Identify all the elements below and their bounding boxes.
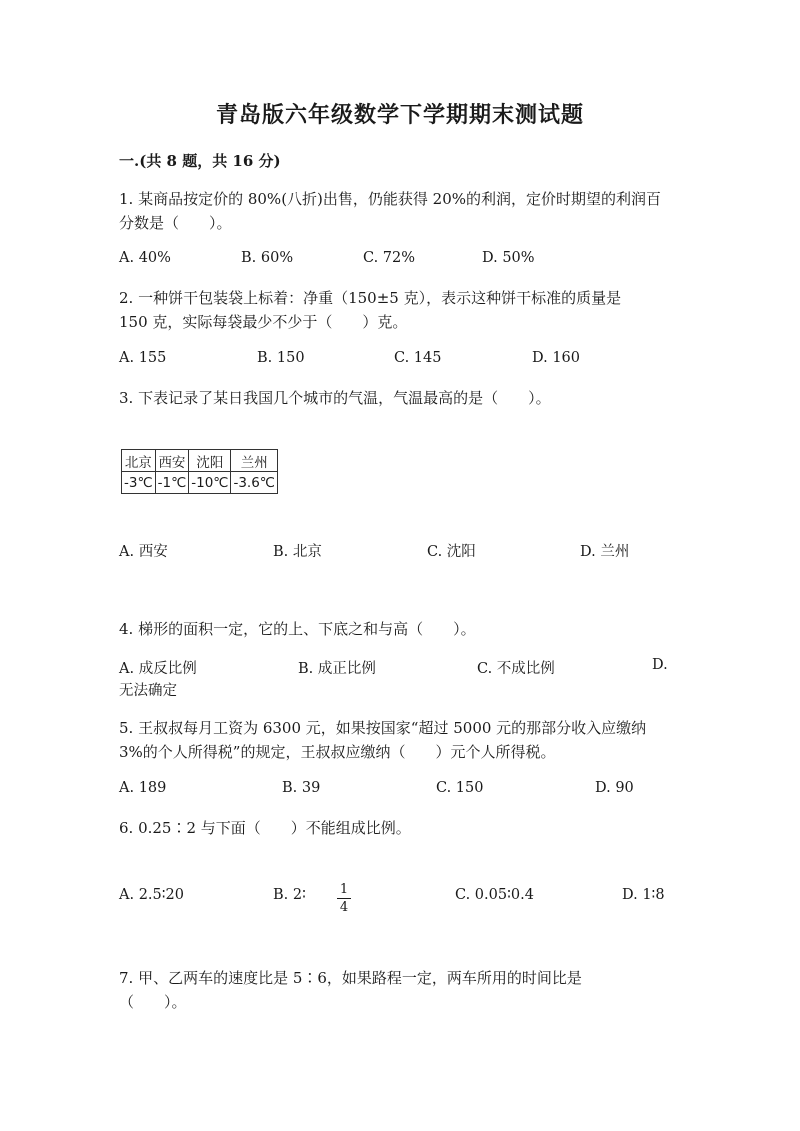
- table-row-temps: [122, 472, 278, 494]
- question-6-option-c[interactable]: C. 0.05∶0.4: [455, 887, 534, 903]
- question-4-option-c[interactable]: C. 不成比例: [477, 661, 555, 677]
- question-7: [119, 966, 679, 1014]
- temperature-table: [121, 449, 278, 494]
- table-cell: -1℃: [155, 472, 189, 494]
- question-3-option-d[interactable]: D. 兰州: [580, 544, 630, 560]
- question-2-option-b[interactable]: B. 150: [257, 350, 305, 366]
- question-2-option-d[interactable]: D. 160: [532, 350, 581, 366]
- question-5-option-a[interactable]: A. 189: [119, 780, 167, 796]
- table-cell: -10℃: [189, 472, 231, 494]
- question-1-option-a[interactable]: A. 40%: [119, 250, 171, 266]
- table-cell: -3.6℃: [231, 472, 278, 494]
- question-1-option-c[interactable]: C. 72%: [363, 250, 416, 266]
- question-6-option-b[interactable]: B. 2∶: [273, 887, 306, 903]
- question-2: [119, 286, 679, 334]
- question-4-option-d[interactable]: D.: [652, 657, 668, 673]
- question-3: [119, 386, 679, 410]
- page-title: 青岛版六年级数学下学期期末测试题: [215, 102, 584, 128]
- question-3-option-b[interactable]: B. 北京: [273, 544, 322, 560]
- question-2-option-c[interactable]: C. 145: [394, 350, 442, 366]
- fraction-numerator: 1: [339, 882, 349, 897]
- question-6: [119, 816, 679, 840]
- question-6-option-a[interactable]: A. 2.5∶20: [119, 887, 184, 903]
- fraction-bar: [337, 898, 351, 899]
- fraction-denominator: 4: [339, 900, 349, 915]
- question-3-option-c[interactable]: C. 沈阳: [427, 544, 476, 560]
- question-2-line-2: 150 克，实际每袋最少不少于（ ）克。: [119, 313, 408, 331]
- table-cell: 兰州: [231, 450, 278, 472]
- question-4-line-1: 4. 梯形的面积一定，它的上、下底之和与高（ ）。: [119, 620, 476, 638]
- question-2-line-1: 2. 一种饼干包装袋上标着：净重（150±5 克），表示这种饼干标准的质量是: [119, 289, 622, 307]
- question-1-line-1: 1. 某商品按定价的 80%(八折)出售，仍能获得 20%的利润，定价时期望的利润百: [119, 190, 662, 208]
- question-5-option-d[interactable]: D. 90: [595, 780, 634, 796]
- question-1-option-b[interactable]: B. 60%: [241, 250, 294, 266]
- table-cell: 北京: [122, 450, 156, 472]
- question-4: [119, 617, 679, 641]
- question-5-option-b[interactable]: B. 39: [282, 780, 321, 796]
- question-1-line-2: 分数是（ ）。: [119, 214, 232, 232]
- question-3-line-1: 3. 下表记录了某日我国几个城市的气温，气温最高的是（ ）。: [119, 389, 551, 407]
- question-3-option-a[interactable]: A. 西安: [119, 544, 168, 560]
- question-4-option-b[interactable]: B. 成正比例: [298, 661, 376, 677]
- question-5: [119, 716, 679, 764]
- table-row-cities: [122, 450, 278, 472]
- question-2-option-a[interactable]: A. 155: [119, 350, 167, 366]
- question-4-option-a[interactable]: A. 成反比例: [119, 661, 197, 677]
- question-5-option-c[interactable]: C. 150: [436, 780, 484, 796]
- table-cell: 西安: [155, 450, 189, 472]
- question-6-option-d[interactable]: D. 1∶8: [622, 887, 665, 903]
- question-1-option-d[interactable]: D. 50%: [482, 250, 535, 266]
- question-7-line-1: 7. 甲、乙两车的速度比是 5∶6，如果路程一定，两车所用的时间比是: [119, 969, 582, 987]
- question-6-option-b-fraction[interactable]: [337, 882, 351, 915]
- question-7-line-2: （ ）。: [119, 993, 187, 1011]
- question-4-option-d-text[interactable]: 无法确定: [119, 683, 177, 699]
- section-heading: 一.(共 8 题，共 16 分): [119, 152, 281, 170]
- question-1: [119, 187, 679, 235]
- table-cell: 沈阳: [189, 450, 231, 472]
- question-5-line-1: 5. 王叔叔每月工资为 6300 元，如果按国家“超过 5000 元的那部分收入应缴纳: [119, 719, 647, 737]
- table-cell: -3℃: [122, 472, 156, 494]
- question-5-line-2: 3%的个人所得税”的规定，王叔叔应缴纳（ ）元个人所得税。: [119, 743, 556, 761]
- question-6-line-1: 6. 0.25∶2 与下面（ ）不能组成比例。: [119, 819, 411, 837]
